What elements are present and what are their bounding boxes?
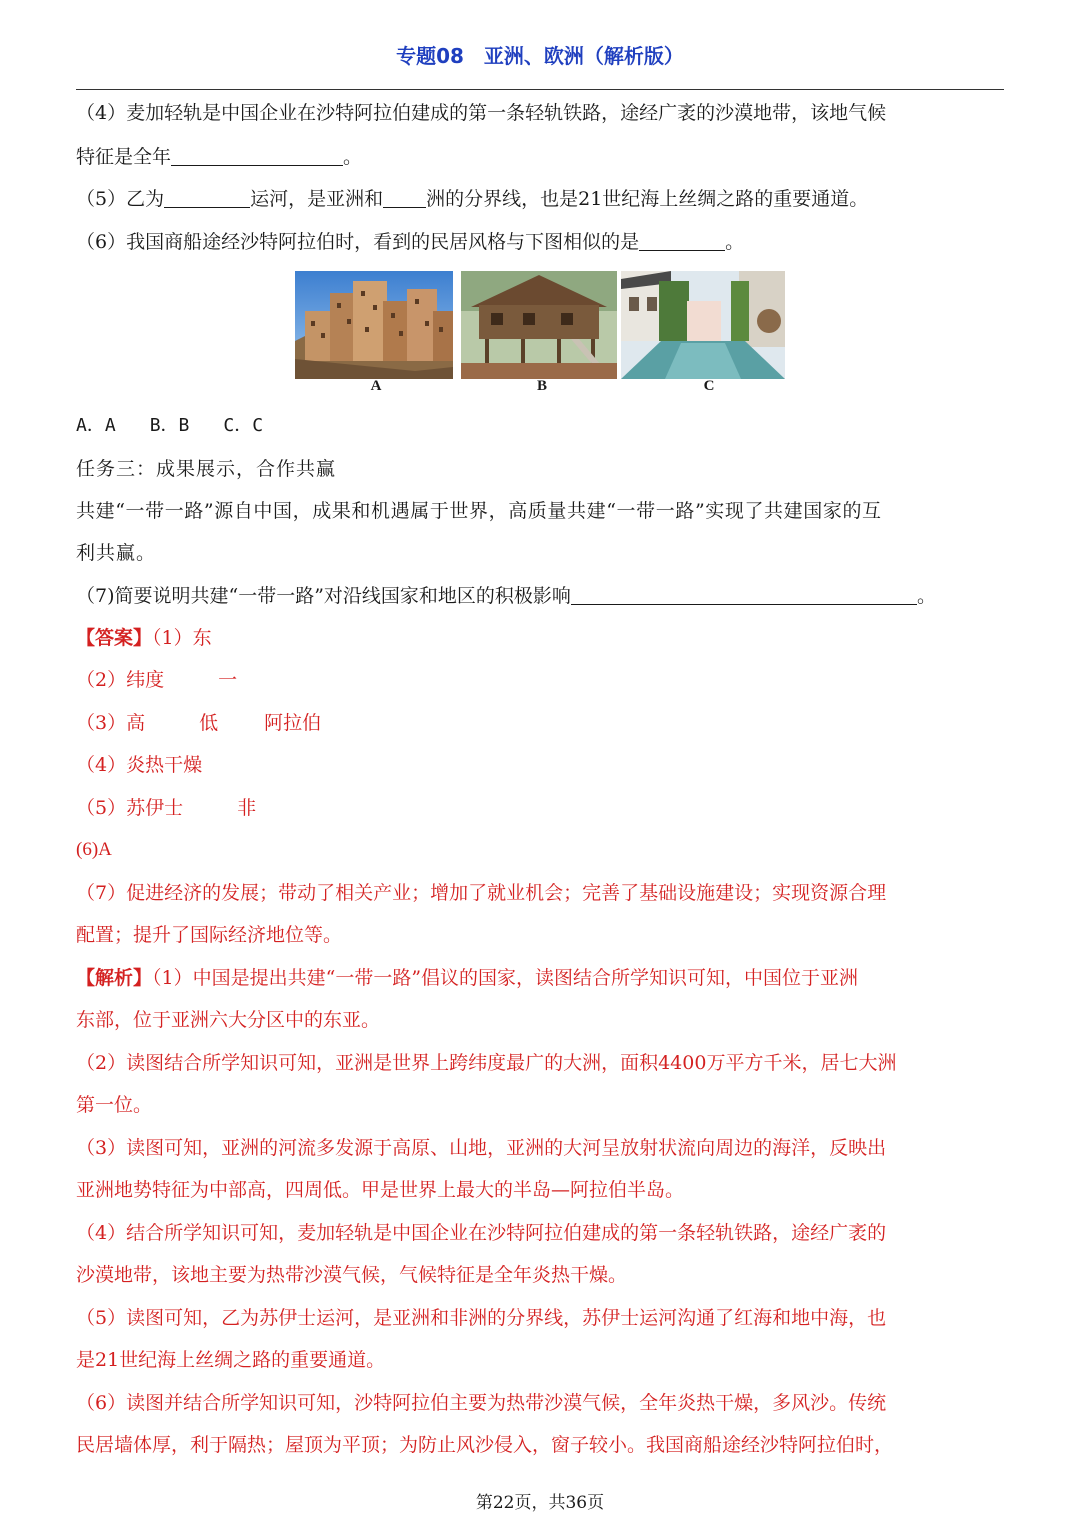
analysis-6-line-2: 民居墙体厚，利于隔热；屋顶为平顶；为防止风沙侵入，窗子较小。我国商船途经沙特阿拉伯时，	[76, 1434, 894, 1456]
option-b: B．B	[149, 415, 190, 436]
option-a: A．A	[76, 415, 116, 436]
answer-blank-7	[571, 585, 917, 605]
answer-5-label: （5）苏伊士	[76, 797, 184, 819]
question-4-text: 特征是全年	[76, 146, 172, 168]
photo-stilt-house	[461, 271, 617, 379]
answer-1	[76, 624, 1006, 652]
analysis-4-line-1: （4）结合所学知识可知，麦加轻轨是中国企业在沙特阿拉伯建成的第一条轻轨铁路，途经广袤的	[76, 1222, 887, 1244]
question-6-end: 。	[725, 231, 745, 253]
question-5-part-1: （5）乙为	[76, 188, 165, 210]
question-7-end: 。	[916, 585, 936, 607]
question-4-line-1: （4）麦加轻轨是中国企业在沙特阿拉伯建成的第一条轻轨铁路，途经广袤的沙漠地带，该地气候	[76, 102, 887, 124]
answer-3	[76, 709, 1006, 737]
question-5	[76, 185, 1006, 213]
analysis-1-line-1	[76, 964, 1006, 992]
question-5-part-2: 运河，是亚洲和	[250, 188, 384, 210]
question-5-part-3: 洲的分界线，也是21世纪海上丝绸之路的重要通道。	[426, 188, 869, 210]
analysis-2-line-1: （2）读图结合所学知识可知，亚洲是世界上跨纬度最广的大洲，面积4400万平方千米，居七大洲	[76, 1052, 897, 1074]
analysis-1-line-2: 东部，位于亚洲六大分区中的东亚。	[76, 1009, 381, 1031]
photo-water-town	[621, 271, 785, 379]
answer-tag: 【答案】	[76, 627, 153, 649]
figure-label-a: A	[370, 378, 382, 394]
answer-blank-5b	[383, 188, 426, 208]
answer-5-value: 非	[237, 797, 257, 819]
answer-7-line-1: （7）促进经济的发展；带动了相关产业；增加了就业机会；完善了基础设施建设；实现资源合理	[76, 882, 887, 904]
analysis-5-line-1: （5）读图可知，乙为苏伊士运河，是亚洲和非洲的分界线，苏伊士运河沟通了红海和地中海，也	[76, 1307, 887, 1329]
figure-label-c: C	[703, 378, 715, 394]
answer-1-text: （1）东	[152, 627, 212, 649]
answer-2	[76, 666, 1006, 694]
analysis-4-line-2: 沙漠地带，该地主要为热带沙漠气候，气候特征是全年炎热干燥。	[76, 1264, 628, 1286]
answer-7-line-2: 配置；提升了国际经济地位等。	[76, 924, 343, 946]
answer-6: (6)A	[76, 839, 112, 860]
task3-intro-line-2: 利共赢。	[76, 542, 157, 564]
answer-4: （4）炎热干燥	[76, 754, 203, 776]
answer-2-label: （2）纬度	[76, 669, 165, 691]
analysis-2-line-2: 第一位。	[76, 1094, 153, 1116]
answer-3-value-3: 阿拉伯	[264, 712, 322, 734]
answer-blank-6	[639, 231, 725, 251]
header-divider	[76, 89, 1004, 90]
analysis-3-line-2: 亚洲地势特征为中部高，四周低。甲是世界上最大的半岛—阿拉伯半岛。	[76, 1179, 685, 1201]
question-6-text: （6）我国商船途经沙特阿拉伯时，看到的民居风格与下图相似的是	[76, 231, 640, 253]
answer-blank-5a	[164, 188, 250, 208]
dwelling-figure	[295, 271, 787, 401]
question-6	[76, 228, 1006, 256]
page-title: 专题08 亚洲、欧洲（解析版）	[396, 44, 684, 68]
answer-5	[76, 794, 1006, 822]
question-7-text: （7)简要说明共建“一带一路”对沿线国家和地区的积极影响	[76, 585, 571, 607]
analysis-1-text: （1）中国是提出共建“一带一路”倡议的国家，读图结合所学知识可知，中国位于亚洲	[152, 967, 859, 989]
question-4-end: 。	[343, 146, 363, 168]
question-7	[76, 582, 1006, 610]
answer-blank-4	[171, 146, 343, 166]
task3-intro-line-1: 共建“一带一路”源自中国，成果和机遇属于世界，高质量共建“一带一路”实现了共建国家的互	[76, 500, 882, 522]
page-number: 第22页，共36页	[475, 1493, 605, 1513]
question-4-line-2	[76, 143, 1006, 171]
option-c: C．C	[223, 415, 264, 436]
figure-label-b: B	[536, 378, 547, 394]
analysis-6-line-1: （6）读图并结合所学知识可知，沙特阿拉伯主要为热带沙漠气候，全年炎热干燥，多风沙。传统	[76, 1392, 887, 1414]
task3-title: 任务三：成果展示，合作共赢	[76, 458, 337, 480]
answer-3-value-2: 低	[199, 712, 219, 734]
analysis-3-line-1: （3）读图可知，亚洲的河流多发源于高原、山地，亚洲的大河呈放射状流向周边的海洋，反映出	[76, 1137, 887, 1159]
answer-2-value: 一	[218, 669, 238, 691]
photo-desert-houses	[295, 271, 453, 379]
analysis-tag: 【解析】	[76, 967, 153, 989]
options-row	[76, 412, 1006, 440]
analysis-5-line-2: 是21世纪海上丝绸之路的重要通道。	[76, 1349, 386, 1371]
answer-3-label: （3）高	[76, 712, 146, 734]
